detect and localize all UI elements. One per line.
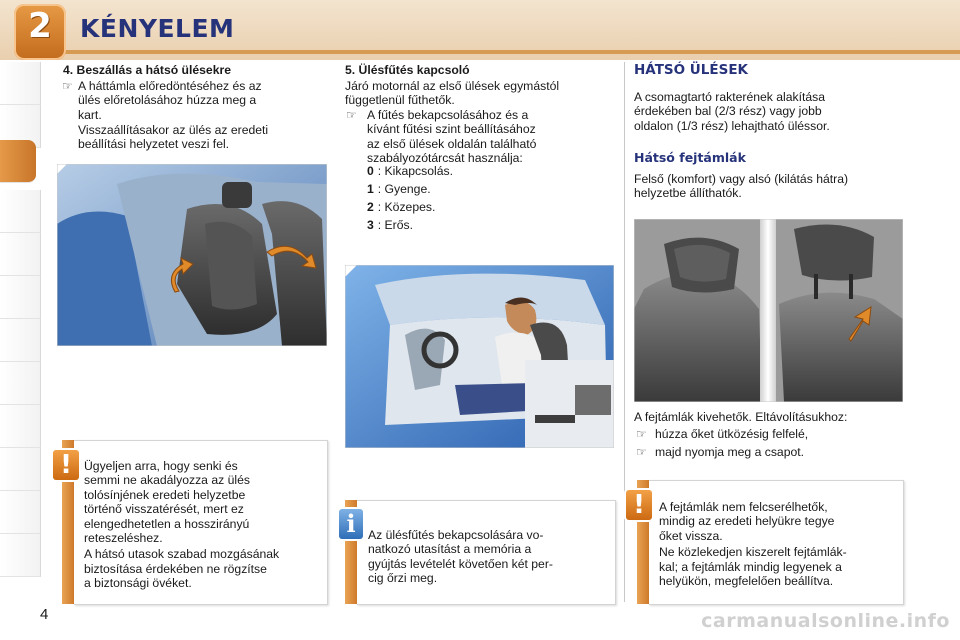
headrests-description [634, 172, 906, 201]
heat-level-1 [367, 182, 431, 196]
pointer-bullet-icon: ☞ [346, 108, 357, 122]
headrest-illustration [634, 219, 903, 402]
text-line: cig őrzi meg. [368, 571, 438, 586]
text-line: elengedhetetlen a hosszirányú [84, 516, 250, 531]
text-line: natkozó utasítást a memória a [368, 542, 532, 557]
text-line: A fűtés bekapcsolásához és a [367, 108, 529, 122]
side-tab-1[interactable] [0, 62, 41, 105]
pointer-bullet-icon: ☞ [636, 445, 647, 459]
side-tab-9[interactable] [0, 405, 41, 448]
headrest-removal-text: A fejtámlák kivehetők. Eltávolításukhoz: [634, 410, 848, 424]
info-text-heating-memory [368, 528, 606, 586]
warning-text-seat-rail [84, 459, 320, 591]
text-line: Felső (komfort) vagy alsó (kilátás hátra) [634, 172, 849, 186]
heat-level-0 [367, 164, 453, 178]
text-line: Visszaállításakor az ülés az eredeti [78, 123, 269, 137]
text-line: Az ülésfűtés bekapcsolására vo- [368, 528, 544, 542]
level-number: 3 [367, 218, 374, 232]
level-number: 1 [367, 182, 374, 196]
side-tab-10[interactable] [0, 448, 41, 491]
watermark: carmanualsonline.info [701, 610, 950, 632]
headrest-drawing [634, 219, 903, 402]
rear-seats-intro [634, 90, 904, 133]
section-5-heading: 5. Ülésfűtés kapcsoló [345, 63, 470, 77]
column-divider [624, 62, 625, 602]
level-label: : Gyenge. [377, 182, 431, 196]
text-line: biztosítása érdekében ne rögzítse [84, 561, 267, 576]
section-5-instruction [367, 108, 615, 166]
text-line: helyükön, megfelelően beállítva. [659, 574, 834, 589]
heated-seat-illustration [345, 265, 614, 448]
text-line: tolósínjének eredeti helyzetbe [84, 487, 246, 502]
text-line: függetlenül fűthetők. [345, 93, 455, 108]
text-line: érdekében bal (2/3 rész) vagy jobb [634, 104, 822, 119]
side-tab-4[interactable] [0, 190, 41, 233]
level-number: 2 [367, 200, 374, 214]
heat-level-3 [367, 218, 413, 232]
text-line: helyzetbe állíthatók. [634, 186, 742, 201]
seat-lever-drawing [57, 164, 327, 346]
heat-level-2 [367, 200, 435, 214]
side-tab-7[interactable] [0, 319, 41, 362]
level-number: 0 [367, 164, 374, 178]
text-line: kal; a fejtámlák mindig legyenek a [659, 559, 842, 574]
section-5-intro [345, 79, 615, 108]
text-line: A fejtámlák nem felcserélhetők, [659, 500, 828, 514]
text-line: ülés előretolásához húzza meg a [78, 93, 257, 108]
text-line: kívánt fűtési szint beállításához [367, 122, 536, 137]
chapter-number: 2 [28, 6, 52, 46]
level-label: : Kikapcsolás. [377, 164, 453, 178]
text-line: kart. [78, 107, 102, 122]
text-line: reteszeléshez. [84, 531, 163, 546]
level-label: : Közepes. [377, 200, 436, 214]
side-tab-11[interactable] [0, 491, 41, 534]
chapter-title: KÉNYELEM [80, 14, 235, 43]
header-rule [60, 50, 960, 54]
heated-seat-drawing [345, 265, 614, 448]
headrests-subtitle: Hátsó fejtámlák [634, 150, 746, 165]
warning-text-headrests [659, 500, 897, 588]
side-tab-8[interactable] [0, 362, 41, 405]
section-4-note [78, 123, 328, 152]
info-icon: i [339, 509, 363, 539]
warning-icon: ! [626, 490, 652, 520]
text-line: szabályozótárcsát használja: [367, 151, 523, 166]
text-line: őket vissza. [659, 528, 723, 543]
pointer-bullet-icon: ☞ [636, 427, 647, 441]
text-line: Ügyeljen arra, hogy senki és [84, 459, 238, 473]
section-4-heading: 4. Beszállás a hátsó ülésekre [63, 63, 232, 77]
side-tab-5[interactable] [0, 233, 41, 276]
removal-step-2: majd nyomja meg a csapot. [655, 445, 805, 459]
text-line: A csomagtartó rakterének alakítása [634, 90, 826, 104]
warning-icon: ! [53, 450, 79, 480]
rear-seats-title: HÁTSÓ ÜLÉSEK [634, 62, 748, 78]
removal-step-1: húzza őket ütközésig felfelé, [655, 427, 809, 441]
section-4-instruction [78, 79, 328, 122]
level-label: : Erős. [377, 218, 413, 232]
text-line: Járó motornál az első ülések egymástól [345, 79, 560, 93]
text-line: semmi ne akadályozza az ülés [84, 473, 250, 488]
text-line: A hátsó utasok szabad mozgásának [84, 547, 280, 562]
text-line: történő visszatérését, mert ez [84, 502, 244, 517]
text-line: az első ülések oldalán található [367, 136, 537, 151]
text-line: Ne közlekedjen kiszerelt fejtámlák- [659, 545, 847, 560]
text-line: mindig az eredeti helyükre tegye [659, 514, 835, 529]
text-line: a biztonsági övéket. [84, 576, 192, 591]
side-tab-active[interactable] [0, 140, 36, 183]
seat-lever-illustration [57, 164, 327, 346]
pointer-bullet-icon: ☞ [62, 79, 73, 93]
page-number: 4 [40, 606, 49, 623]
text-line: beállítási helyzetet veszi fel. [78, 137, 230, 152]
text-line: A háttámla előredöntéséhez és az [78, 79, 262, 93]
side-tab-12[interactable] [0, 534, 41, 577]
text-line: oldalon (1/3 rész) lehajtható üléssor. [634, 118, 830, 133]
side-tab-6[interactable] [0, 276, 41, 319]
text-line: gyújtás levételét követően két per- [368, 556, 553, 571]
